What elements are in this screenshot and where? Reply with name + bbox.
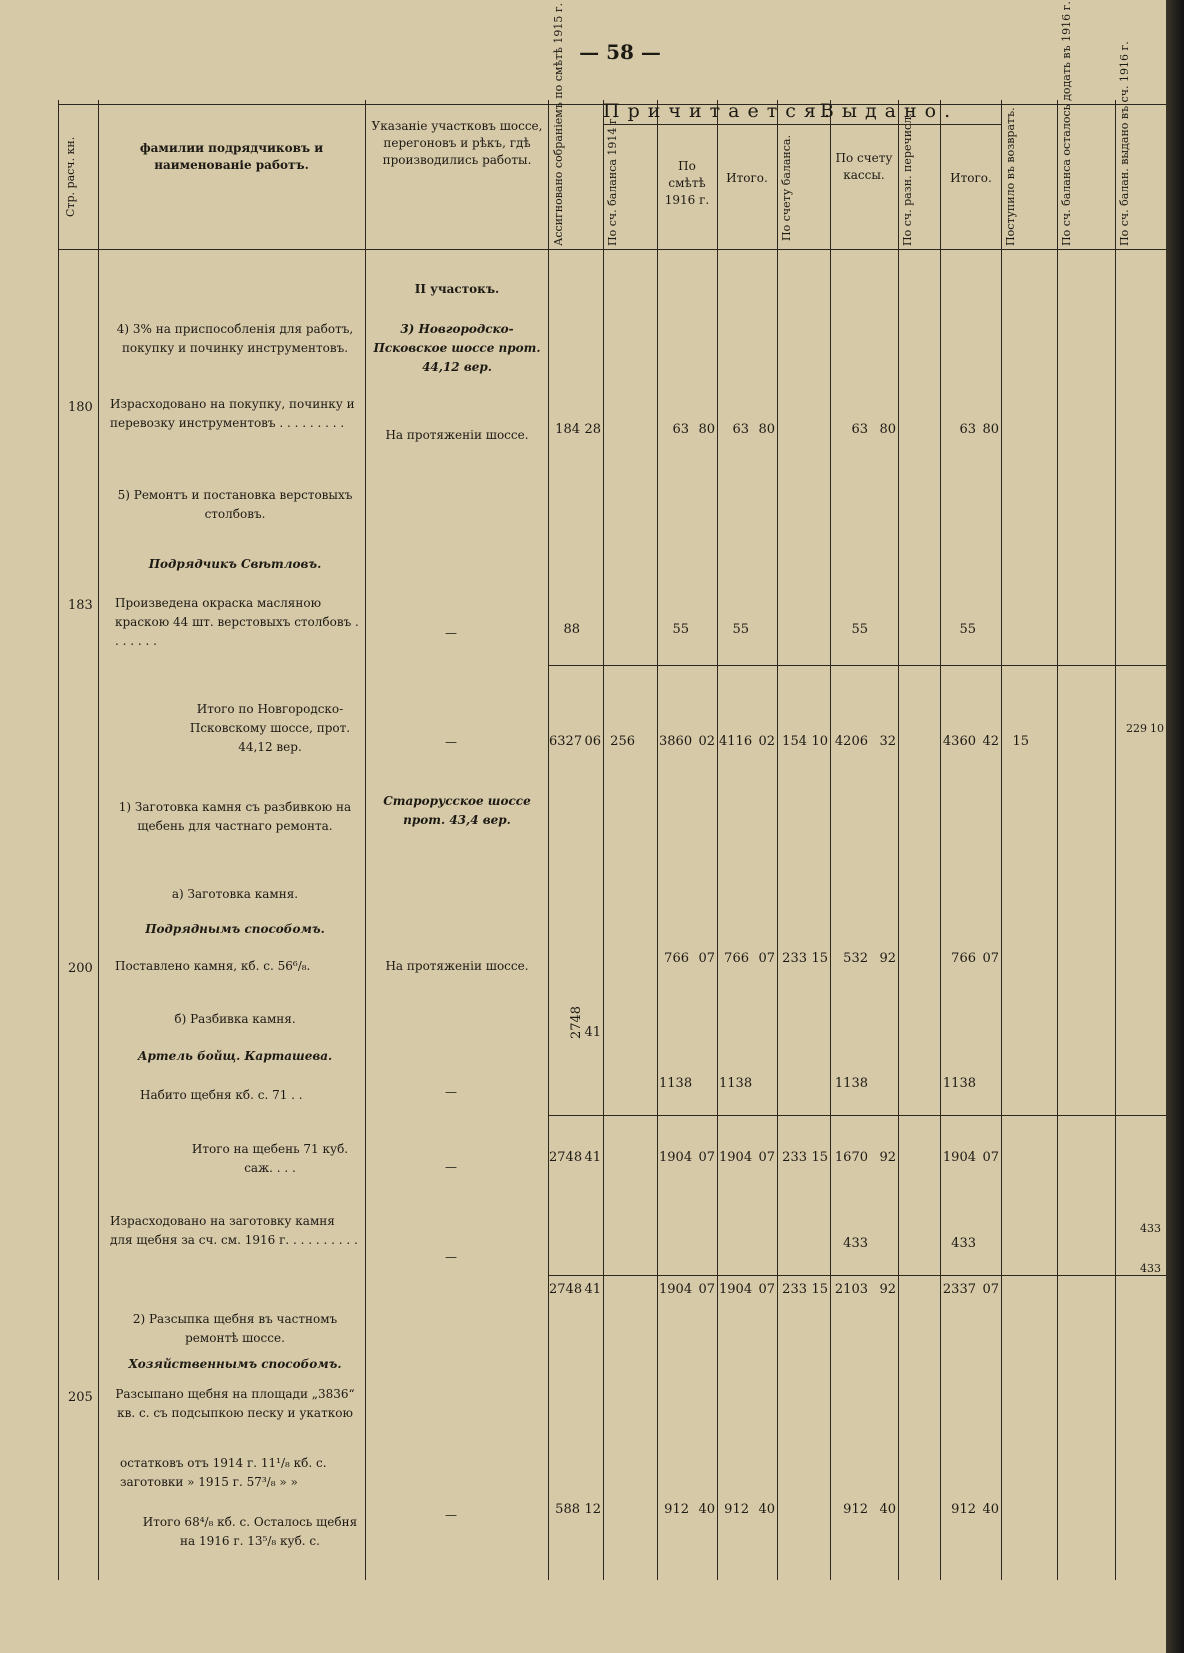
amount-cell: 55 [732,622,749,637]
header-bottom-rule [58,249,1166,250]
amount-cell: 2748 [549,1282,583,1297]
row-crushed-dash: — [445,1085,457,1099]
book-binding [1166,0,1184,1653]
amount-cell: 15 [1012,734,1029,749]
amount-cell: 912 [664,1502,689,1517]
header-total2: Итого. [950,171,992,185]
amount-cell: 07 [982,951,999,966]
contractor-1: Подрядчикъ Свѣтловъ. [148,557,322,571]
amount-cell: 63 [851,422,868,437]
amount-cell: 42 [982,734,999,749]
header-returned: Поступило въ возвратъ. [1004,107,1017,246]
amount-cell: 1138 [719,1076,753,1091]
header-name: фамилии подрядчиковъ и наименованіе работъ. [139,141,324,172]
total-last-label: Итого 68⁴/₈ кб. с. Осталось щебня на 1916 г. 13⁵/₈ куб. с. [142,1515,358,1548]
amount-cell: 80 [698,422,715,437]
rule-v12 [1001,100,1002,1580]
header-overpaid: По сч. балан. выдано въ сч. 1916 г. [1118,41,1131,246]
total-road-dash: — [445,735,457,749]
remains-text: остатковъ отъ 1914 г. 11¹/₈ кб. с. заготовки » 1915 г. 57³/₈ » » [120,1456,327,1489]
amount-cell: 12 [584,1502,601,1517]
amount-cell: 41 [584,1150,601,1165]
row-183-dash: — [445,626,457,640]
amount-cell: 1904 [659,1282,693,1297]
amount-cell: 63 [732,422,749,437]
amount-cell: 92 [879,1150,896,1165]
item5: 5) Ремонтъ и постановка верстовыхъ столбовъ. [117,488,353,521]
section-road: 3) Новгородско-Псковское шоссе прот. 44,12 вер. [373,322,541,374]
amount-cell: 15 [811,1150,828,1165]
amount-cell: 41 [584,1025,601,1040]
amount-cell: 1904 [659,1150,693,1165]
header-acc-bal: По счету баланса. [780,135,793,241]
amount-cell: 233 [782,1150,807,1165]
header-page: Стр. расч. кн. [64,136,77,218]
amount-cell: 32 [879,734,896,749]
amount-cell: 1138 [834,1076,868,1091]
amount-cell: 07 [982,1150,999,1165]
item1b: б) Разбивка камня. [174,1012,296,1026]
amount-cell: 912 [724,1502,749,1517]
amount-cell: 3860 [659,734,693,749]
amount-cell: 40 [698,1502,715,1517]
row-180-text: Израсходовано на покупку, починку и перевозку инструментовъ . . . . . . . . . [110,397,355,430]
amount-cell: 433 [1140,1262,1161,1275]
header-group-due: Причитается. [603,100,838,122]
rule-v9 [830,100,831,1580]
amount-cell: 07 [758,1282,775,1297]
item4: 4) 3% на приспособленія для работъ, покупку и починку инструментовъ. [116,322,354,355]
header-bal1914: По сч. баланса 1914 г. [606,114,619,246]
page-number: — 58 — [579,40,661,64]
amount-cell: 63 [672,422,689,437]
total-gravel-label: Итого на щебень 71 куб. саж. . . . [191,1142,349,1175]
header-remaining: По сч. баланса осталось додать въ 1916 г. [1060,1,1073,246]
amount-cell: 766 [951,951,976,966]
header-transfers: По сч. разн. перечисл. [901,113,914,246]
amount-cell: 07 [758,951,775,966]
sep-rule-3 [548,1275,1166,1276]
amount-cell: 07 [758,1150,775,1165]
header-assigned: Ассигновано собраніемъ по смѣтѣ 1915 г. [552,2,565,246]
row-205-page: 205 [68,1390,93,1405]
amount-cell: 1904 [719,1282,753,1297]
row-180-page: 180 [68,400,93,415]
amount-cell: 4116 [719,734,753,749]
rule-v13 [1057,100,1058,1580]
rule-v4 [548,100,549,1580]
amount-cell: 02 [698,734,715,749]
row-200-place: На протяженіи шоссе. [385,959,529,973]
row-200-page: 200 [68,961,93,976]
amount-cell: 233 [782,1282,807,1297]
amount-cell: 02 [758,734,775,749]
amount-cell: 92 [879,951,896,966]
amount-cell: 766 [664,951,689,966]
row-205-text: Разсыпано щебня на площади „3836“ кв. с. съ подсыпкою песку и укаткою [115,1387,355,1420]
amount-cell: 06 [584,734,601,749]
staroruss-road: Старорусское шоссе прот. 43,4 вер. [383,794,531,827]
amount-cell: 4360 [942,734,976,749]
spent-stone-dash: — [445,1250,457,1264]
amount-cell: 588 [555,1502,580,1517]
header-section: Указаніе участковъ шоссе, перегоновъ и рѣкъ, гдѣ производились работы. [371,119,543,167]
rule-v10 [898,100,899,1580]
item1: 1) Заготовка камня съ разбивкою на щебень для частнаго ремонта. [118,800,352,833]
amount-cell: 766 [724,951,749,966]
amount-cell: 07 [698,1282,715,1297]
amount-cell: 2337 [942,1282,976,1297]
amount-cell: 80 [982,422,999,437]
amount-cell: 07 [698,951,715,966]
amount-cell: 1138 [659,1076,693,1091]
amount-cell: 07 [982,1282,999,1297]
rule-v1 [58,100,59,1580]
amount-cell: 433 [843,1236,868,1251]
amount-cell: 07 [698,1150,715,1165]
amount-cell: 40 [879,1502,896,1517]
group-rule [603,124,1001,125]
amount-cell: 233 [782,951,807,966]
amount-cell: 80 [879,422,896,437]
gravel-assigned-rub: 2748 [569,1005,585,1040]
rule-v11 [940,100,941,1580]
amount-cell: 229 [1126,722,1147,735]
amount-cell: 2748 [549,1150,583,1165]
row-200-text: Поставлено камня, кб. с. 56⁶/₈. [115,959,311,973]
amount-cell: 2103 [834,1282,868,1297]
amount-cell: 433 [951,1236,976,1251]
amount-cell: 1138 [942,1076,976,1091]
rule-v3 [365,100,366,1580]
artel-name: Артель бойщ. Карташева. [137,1049,333,1063]
method-contract: Подряднымъ способомъ. [145,922,325,936]
amount-cell: 184 [555,422,580,437]
row-183-page: 183 [68,598,93,613]
row-crushed-text: Набито щебня кб. с. 71 . . [140,1088,303,1102]
amount-cell: 92 [879,1282,896,1297]
rule-v6 [657,100,658,1580]
spent-stone-text: Израсходовано на заготовку камня для щебня за сч. см. 1916 г. . . . . . . . . . [110,1214,358,1247]
sep-rule-2 [548,1115,1166,1116]
amount-cell: 10 [811,734,828,749]
section-title: II участокъ. [414,282,500,296]
amount-cell: 912 [843,1502,868,1517]
amount-cell: 55 [959,622,976,637]
item2: 2) Разсыпка щебня въ частномъ ремонтѣ шоссе. [132,1312,338,1345]
amount-cell: 1904 [942,1150,976,1165]
amount-cell: 28 [584,422,601,437]
amount-cell: 433 [1140,1222,1161,1235]
amount-cell: 40 [758,1502,775,1517]
header-total1: Итого. [726,171,768,185]
rule-v2 [98,100,99,1580]
amount-cell: 256 [610,734,635,749]
amount-cell: 10 [1150,722,1164,735]
amount-cell: 15 [811,1282,828,1297]
total-road-label: Итого по Новгородско-Псковскому шоссе, прот. 44,12 вер. [189,702,351,754]
item1a: а) Заготовка камня. [171,887,299,901]
rule-v5 [603,100,604,1580]
rule-v14 [1115,100,1116,1580]
header-group-paid: Выдано. [819,100,959,122]
amount-cell: 6327 [549,734,583,749]
amount-cell: 15 [811,951,828,966]
total-gravel-dash: — [445,1160,457,1174]
amount-cell: 63 [959,422,976,437]
amount-cell: 532 [843,951,868,966]
row-180-place: На протяженіи шоссе. [385,428,529,442]
header-est1916: По смѣтѣ 1916 г. [664,159,710,207]
header-acc-cash: По счету кассы. [835,151,893,182]
amount-cell: 912 [951,1502,976,1517]
amount-cell: 154 [782,734,807,749]
amount-cell: 55 [851,622,868,637]
total-last-dash: — [445,1508,457,1522]
amount-cell: 4206 [834,734,868,749]
amount-cell: 80 [758,422,775,437]
amount-cell: 1904 [719,1150,753,1165]
amount-cell: 88 [563,622,580,637]
amount-cell: 1670 [834,1150,868,1165]
amount-cell: 55 [672,622,689,637]
sep-rule-1 [548,665,1166,666]
rule-v8 [777,100,778,1580]
amount-cell: 40 [982,1502,999,1517]
row-183-text: Произведена окраска масляною краскою 44 шт. верстовыхъ столбовъ . . . . . . . [115,596,359,648]
method-household: Хозяйственнымъ способомъ. [128,1357,342,1371]
rule-v7 [717,100,718,1580]
amount-cell: 41 [584,1282,601,1297]
